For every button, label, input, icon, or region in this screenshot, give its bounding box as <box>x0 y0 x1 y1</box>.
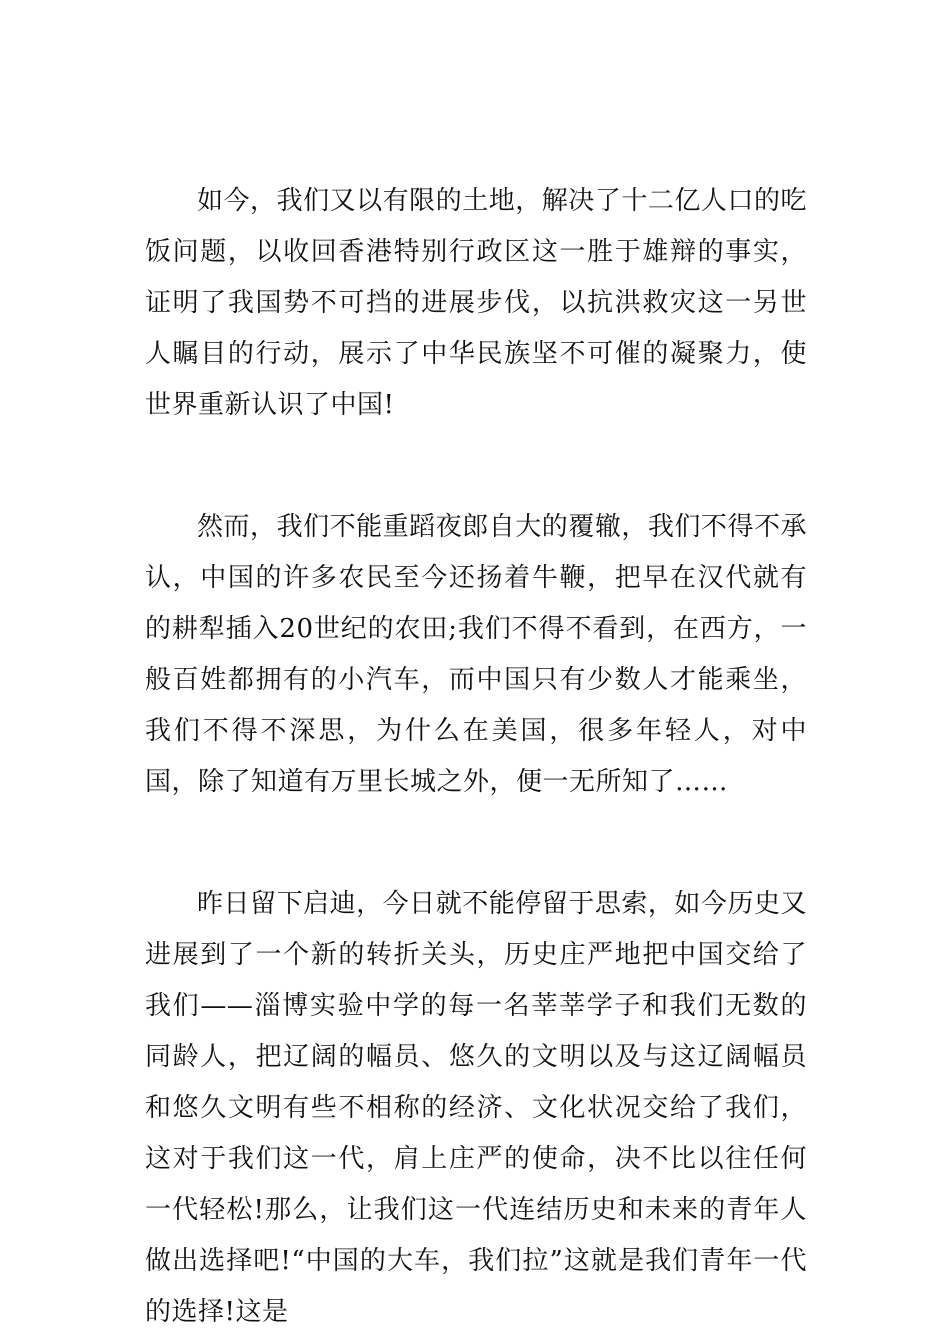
paragraph-1: 如今，我们又以有限的土地，解决了十二亿人口的吃饭问题，以收回香港特别行政区这一胜于雄辩的事实，证明了我国势不可挡的进展步伐，以抗洪救灾这一另世人瞩目的行动，展示了中华民族坚不可催的凝聚力，使世界重新认识了中国! <box>145 186 807 420</box>
document-body <box>145 176 807 1338</box>
paragraph-3: 昨日留下启迪，今日就不能停留于思索，如今历史又进展到了一个新的转折关头，历史庄严地把中国交给了我们——淄博实验中学的每一名莘莘学子和我们无数的同龄人，把辽阔的幅员、悠久的文明以及与这辽阔幅员和悠久文明有些不相称的经济、文化状况交给了我们，这对于我们这一代，肩上庄严的使命，决不比以往任何一代轻松!那么，让我们这一代连结历史和未来的青年人做出选择吧!“中国的大车，我们拉”这就是我们青年一代的选择!这是 <box>145 889 807 1327</box>
paragraph-2: 然而，我们不能重蹈夜郎自大的覆辙，我们不得不承认，中国的许多农民至今还扬着牛鞭，把早在汉代就有的耕犁插入20世纪的农田;我们不得不看到，在西方，一般百姓都拥有的小汽车，而中国只有少数人才能乘坐，我们不得不深思，为什么在美国，很多年轻人，对中国，除了知道有万里长城之外，便一无所知了…… <box>145 512 807 797</box>
